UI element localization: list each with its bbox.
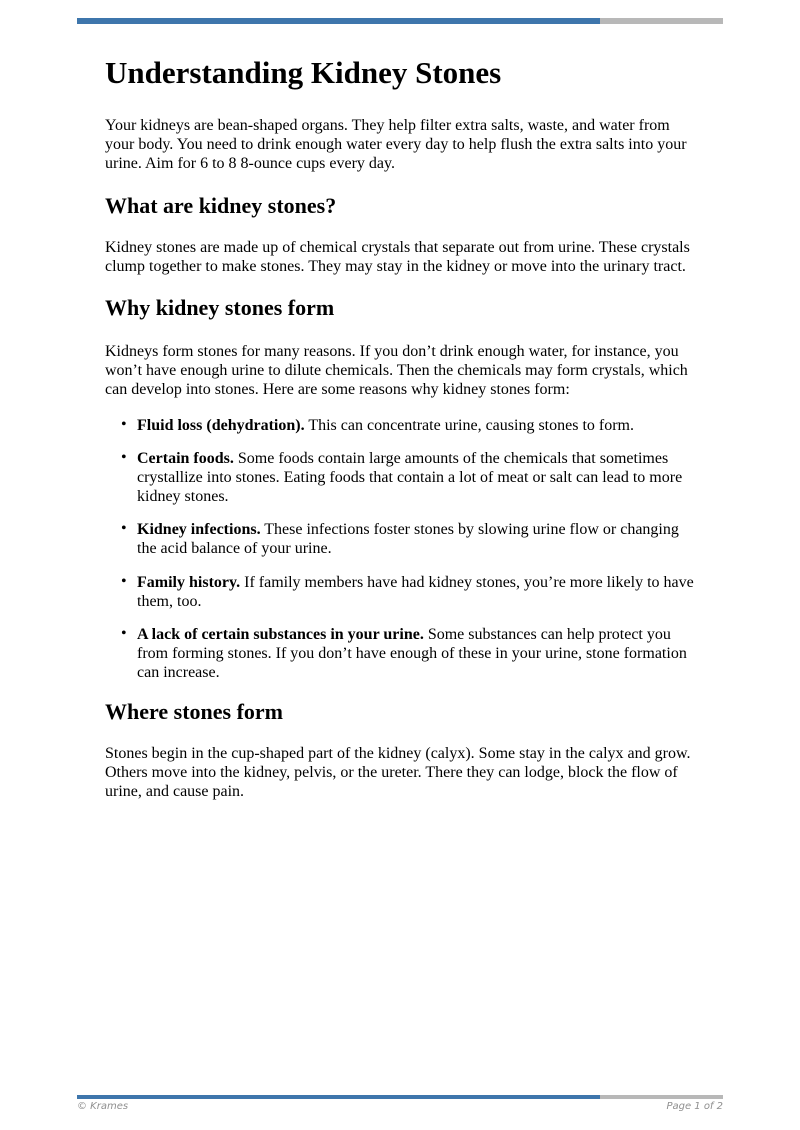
bullet-icon: • <box>121 520 127 538</box>
bullet-text: These infections foster stones by slowing urine flow or changing the acid balance of your urine. <box>137 521 679 558</box>
bullet-item-certain-foods <box>105 449 702 507</box>
bullet-text: Some substances can help protect you from forming stones. If you don’t have enough of these in your urine, stone formation can increase. <box>137 626 687 682</box>
footer-rule <box>77 1095 723 1099</box>
page-footer <box>77 1101 723 1112</box>
bullet-text: This can concentrate urine, causing stones to form. <box>308 416 634 434</box>
bullet-icon: • <box>121 415 127 433</box>
footer-rule-accent <box>77 1095 600 1099</box>
section-heading-where-stones-form: Where stones form <box>105 698 283 724</box>
bullet-item-kidney-infections <box>105 520 702 558</box>
bullet-lead: Fluid loss (dehydration). <box>137 416 305 434</box>
intro-paragraph: Your kidneys are bean-shaped organs. They help filter extra salts, waste, and water from your body. You need to drink enough water every day to help flush the extra salts into your urine. Aim for 6 to 8 8-ounce cups every day. <box>105 117 687 173</box>
bullet-item-fluid-loss <box>105 416 702 435</box>
bullet-icon: • <box>121 448 127 466</box>
bullet-icon: • <box>121 572 127 590</box>
bullet-text: Some foods contain large amounts of the chemicals that sometimes crystallize into stones. Eating foods that contain a lot of meat or salt can lead to more kidney stones. <box>137 449 683 506</box>
bullet-text: If family members have had kidney stones, you’re more likely to have them, too. <box>137 573 694 610</box>
section-heading-what-are-kidney-stones: What are kidney stones? <box>105 192 337 218</box>
section-heading-why-kidney-stones-form: Why kidney stones form <box>105 294 335 320</box>
page-title: Understanding Kidney Stones <box>105 55 502 90</box>
section-paragraph-where-stones-form: Stones begin in the cup-shaped part of the kidney (calyx). Some stay in the calyx and grow. Others move into the kidney, pelvis, or the ureter. There they can lodge, block the flow of urine, and cause pain. <box>105 744 691 800</box>
bullet-item-lack-of-substances <box>105 625 702 683</box>
bullet-item-family-history <box>105 573 702 611</box>
copyright-text: © Krames <box>77 1101 129 1112</box>
bullet-lead: Family history. <box>137 573 241 591</box>
bullet-lead: Kidney infections. <box>137 521 261 539</box>
bullet-lead: A lack of certain substances in your urine. <box>137 626 424 643</box>
reasons-bullet-list <box>105 416 702 683</box>
bullet-lead: Certain foods. <box>137 449 234 467</box>
page-number: Page 1 of 2 <box>666 1101 723 1112</box>
bullet-icon: • <box>121 625 127 642</box>
header-rule <box>77 18 723 24</box>
header-rule-accent <box>77 18 600 24</box>
section-paragraph-why-kidney-stones-form: Kidneys form stones for many reasons. If you don’t drink enough water, for instance, you won’t have enough urine to dilute chemicals. Then the chemicals may form crystals, which can develop into stones. Here are some reasons why kidney stones form: <box>105 342 688 399</box>
document-body <box>105 55 702 820</box>
section-paragraph-what-are-kidney-stones: Kidney stones are made up of chemical crystals that separate out from urine. These crystals clump together to make stones. They may stay in the kidney or move into the urinary tract. <box>105 238 690 275</box>
